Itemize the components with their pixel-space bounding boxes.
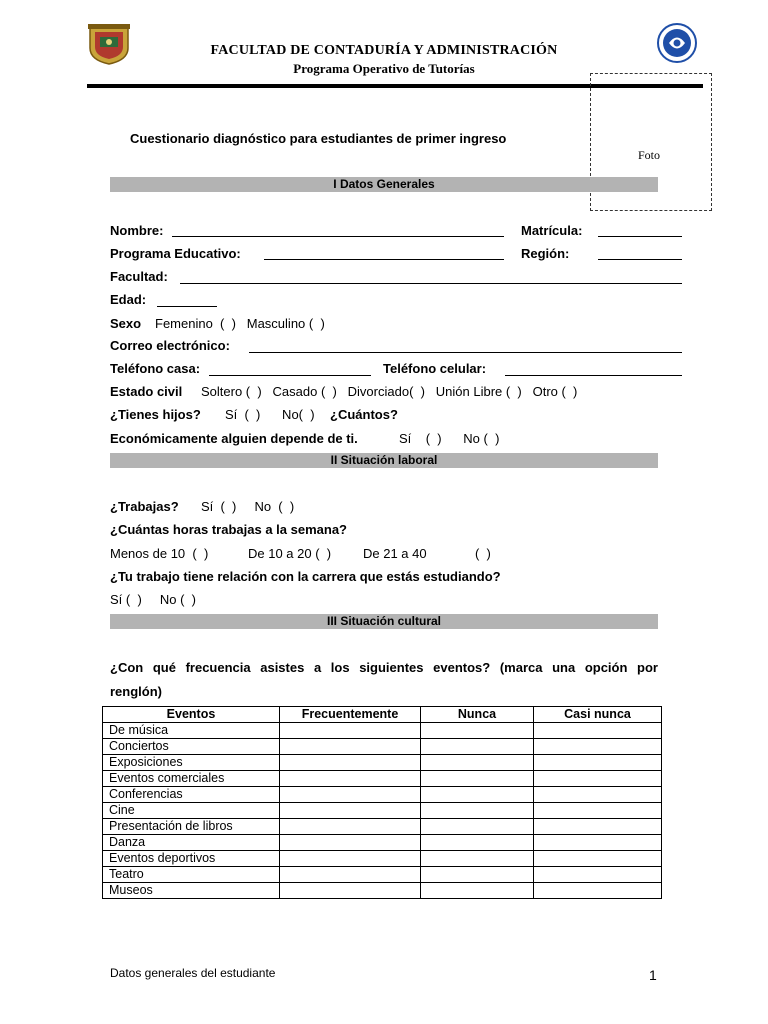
option-21-40-box[interactable]: ( ) [475,546,491,561]
cell-nunca[interactable] [421,803,534,819]
options-trabajas[interactable]: Sí ( ) No ( ) [201,499,295,514]
cell-nunca[interactable] [421,819,534,835]
cell-nunca[interactable] [421,787,534,803]
cell-casi-nunca[interactable] [534,787,662,803]
faculty-title: FACULTAD DE CONTADURÍA Y ADMINISTRACIÓN [210,43,558,58]
label-relacion: ¿Tu trabajo tiene relación con la carrera que estás estudiando? [110,569,501,584]
form-title: Cuestionario diagnóstico para estudiantes de primer ingreso [130,131,507,146]
cell-frecuentemente[interactable] [280,867,421,883]
table-row [103,835,662,851]
cell-nunca[interactable] [421,723,534,739]
option-21-40[interactable]: De 21 a 40 [363,546,427,561]
cell-casi-nunca[interactable] [534,835,662,851]
label-tel-casa: Teléfono casa: [110,361,201,376]
field-tel-cel[interactable] [505,375,682,376]
cell-casi-nunca[interactable] [534,867,662,883]
event-name: De música [103,723,280,739]
table-row [103,819,662,835]
table-row [103,771,662,787]
options-hijos[interactable]: Sí ( ) No( ) [225,407,315,422]
event-name: Eventos deportivos [103,851,280,867]
label-trabajas: ¿Trabajas? [110,499,179,514]
cell-nunca[interactable] [421,851,534,867]
cell-frecuentemente[interactable] [280,835,421,851]
cell-frecuentemente[interactable] [280,771,421,787]
field-facultad[interactable] [180,283,682,284]
table-row [103,803,662,819]
field-matricula[interactable] [598,236,682,237]
event-name: Eventos comerciales [103,771,280,787]
event-name: Conciertos [103,739,280,755]
event-name: Exposiciones [103,755,280,771]
cell-casi-nunca[interactable] [534,739,662,755]
option-10-20[interactable]: De 10 a 20 ( ) [248,546,332,561]
label-hijos: ¿Tienes hijos? [110,407,201,422]
label-depende: Económicamente alguien depende de ti. [110,431,358,446]
options-sexo[interactable]: Femenino ( ) Masculino ( ) [155,316,325,331]
label-tel-cel: Teléfono celular: [383,361,487,376]
photo-label: Foto [638,148,661,162]
col-nunca: Nunca [421,707,534,723]
cell-frecuentemente[interactable] [280,819,421,835]
cell-casi-nunca[interactable] [534,883,662,899]
cell-casi-nunca[interactable] [534,803,662,819]
cell-nunca[interactable] [421,867,534,883]
event-name: Teatro [103,867,280,883]
cell-casi-nunca[interactable] [534,819,662,835]
table-row [103,883,662,899]
label-facultad: Facultad: [110,269,168,284]
footer-text: Datos generales del estudiante [110,966,276,980]
cell-casi-nunca[interactable] [534,851,662,867]
options-depende[interactable]: Sí ( ) No ( ) [399,431,500,446]
cell-frecuentemente[interactable] [280,755,421,771]
event-name: Danza [103,835,280,851]
cell-nunca[interactable] [421,755,534,771]
cell-nunca[interactable] [421,835,534,851]
col-casi-nunca: Casi nunca [534,707,662,723]
table-row [103,723,662,739]
cell-casi-nunca[interactable] [534,755,662,771]
program-title: Programa Operativo de Tutorías [293,61,475,76]
options-relacion[interactable]: Sí ( ) No ( ) [110,592,196,607]
field-edad[interactable] [157,306,217,307]
event-name: Presentación de libros [103,819,280,835]
question-frecuencia-line2: renglón) [110,684,162,699]
label-correo: Correo electrónico: [110,338,230,353]
table-row [103,787,662,803]
field-programa[interactable] [264,259,504,260]
section-heading-situacion-cultural: III Situación cultural [110,614,658,629]
cell-casi-nunca[interactable] [534,771,662,787]
events-table [102,706,662,899]
table-row [103,739,662,755]
label-sexo: Sexo [110,316,142,331]
cell-nunca[interactable] [421,883,534,899]
field-nombre[interactable] [172,236,504,237]
label-matricula: Matrícula: [521,223,583,238]
field-region[interactable] [598,259,682,260]
table-row [103,851,662,867]
cell-frecuentemente[interactable] [280,787,421,803]
section-heading-datos-generales: I Datos Generales [110,177,658,192]
col-frecuentemente: Frecuentemente [280,707,421,723]
option-menos-10[interactable]: Menos de 10 ( ) [110,546,209,561]
label-programa: Programa Educativo: [110,246,241,261]
label-edad: Edad: [110,292,147,307]
field-correo[interactable] [249,352,682,353]
label-cuantos: ¿Cuántos? [330,407,398,422]
section-heading-situacion-laboral: II Situación laboral [110,453,658,468]
event-name: Museos [103,883,280,899]
event-name: Cine [103,803,280,819]
table-row [103,755,662,771]
cell-casi-nunca[interactable] [534,723,662,739]
cell-frecuentemente[interactable] [280,851,421,867]
cell-frecuentemente[interactable] [280,723,421,739]
options-estado-civil[interactable]: Soltero ( ) Casado ( ) Divorciado( ) Unión Libre ( ) Otro ( ) [201,384,578,399]
label-estado-civil: Estado civil [110,384,183,399]
label-region: Región: [521,246,570,261]
event-name: Conferencias [103,787,280,803]
label-nombre: Nombre: [110,223,164,238]
field-tel-casa[interactable] [209,375,371,376]
cell-frecuentemente[interactable] [280,883,421,899]
question-frecuencia-line1: ¿Con qué frecuencia asistes a los siguientes eventos? (marca una opción por [110,660,658,675]
page-number: 1 [649,967,657,983]
table-row [103,867,662,883]
cell-frecuentemente[interactable] [280,739,421,755]
cell-nunca[interactable] [421,771,534,787]
col-eventos: Eventos [103,707,280,723]
cell-nunca[interactable] [421,739,534,755]
cell-frecuentemente[interactable] [280,803,421,819]
label-horas: ¿Cuántas horas trabajas a la semana? [110,522,347,537]
